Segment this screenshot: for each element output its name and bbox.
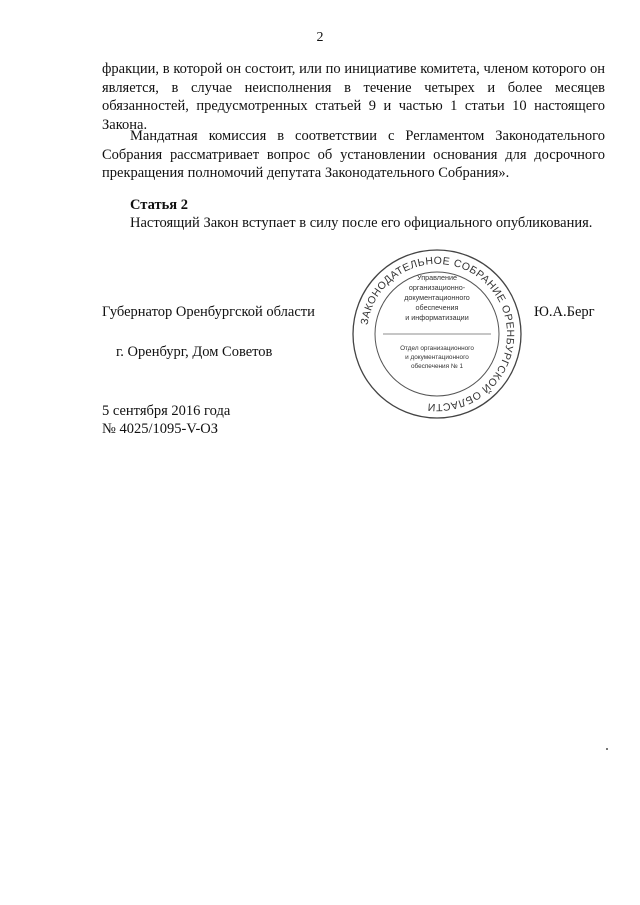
signatory-position: Губернатор Оренбургской области (102, 304, 315, 320)
paragraph-continuation: фракции, в которой он состоит, или по инициативе комитета, членом которого он является, в случае неисполнения в течение четырех и более месяцев обязанностей, предусмотренных статьей 9 и частью 1 статьи 10 настоящего Закона. (102, 61, 605, 133)
seal-lower-line-2: и документационного (405, 354, 469, 361)
seal-inner-line-1: Управление (417, 273, 457, 282)
seal-inner-line-3: документационного (404, 293, 470, 302)
page-number: 2 (316, 30, 324, 45)
scan-speck (606, 748, 608, 750)
document-date: 5 сентября 2016 года (102, 403, 231, 419)
paragraph-entry-into-force: Настоящий Закон вступает в силу после его официального опубликования. (130, 215, 593, 231)
seal-ring-text: ЗАКОНОДАТЕЛЬНОЕ СОБРАНИЕ ОРЕНБУРГСКОЙ ОБЛАСТИ (358, 254, 517, 414)
signing-place: г. Оренбург, Дом Советов (116, 344, 273, 360)
seal-inner-line-2: организационно- (408, 283, 466, 292)
official-seal (349, 246, 525, 422)
seal-inner-line-5: и информатизации (405, 313, 469, 322)
seal-inner-line-4: обеспечения (415, 303, 459, 312)
article-heading: Статья 2 (130, 197, 188, 213)
signatory-name: Ю.А.Берг (534, 304, 595, 320)
seal-lower-line-3: обеспечения № 1 (410, 363, 464, 370)
paragraph-mandate-commission: Мандатная комиссия в соответствии с Регламентом Законодательного Собрания рассматривает вопрос об установлении основания для досрочного прекращения полномочий депутата Законодательного Собрания». (102, 128, 605, 181)
document-number: № 4025/1095-V-ОЗ (102, 421, 219, 437)
seal-lower-line-1: Отдел организационного (400, 345, 474, 352)
